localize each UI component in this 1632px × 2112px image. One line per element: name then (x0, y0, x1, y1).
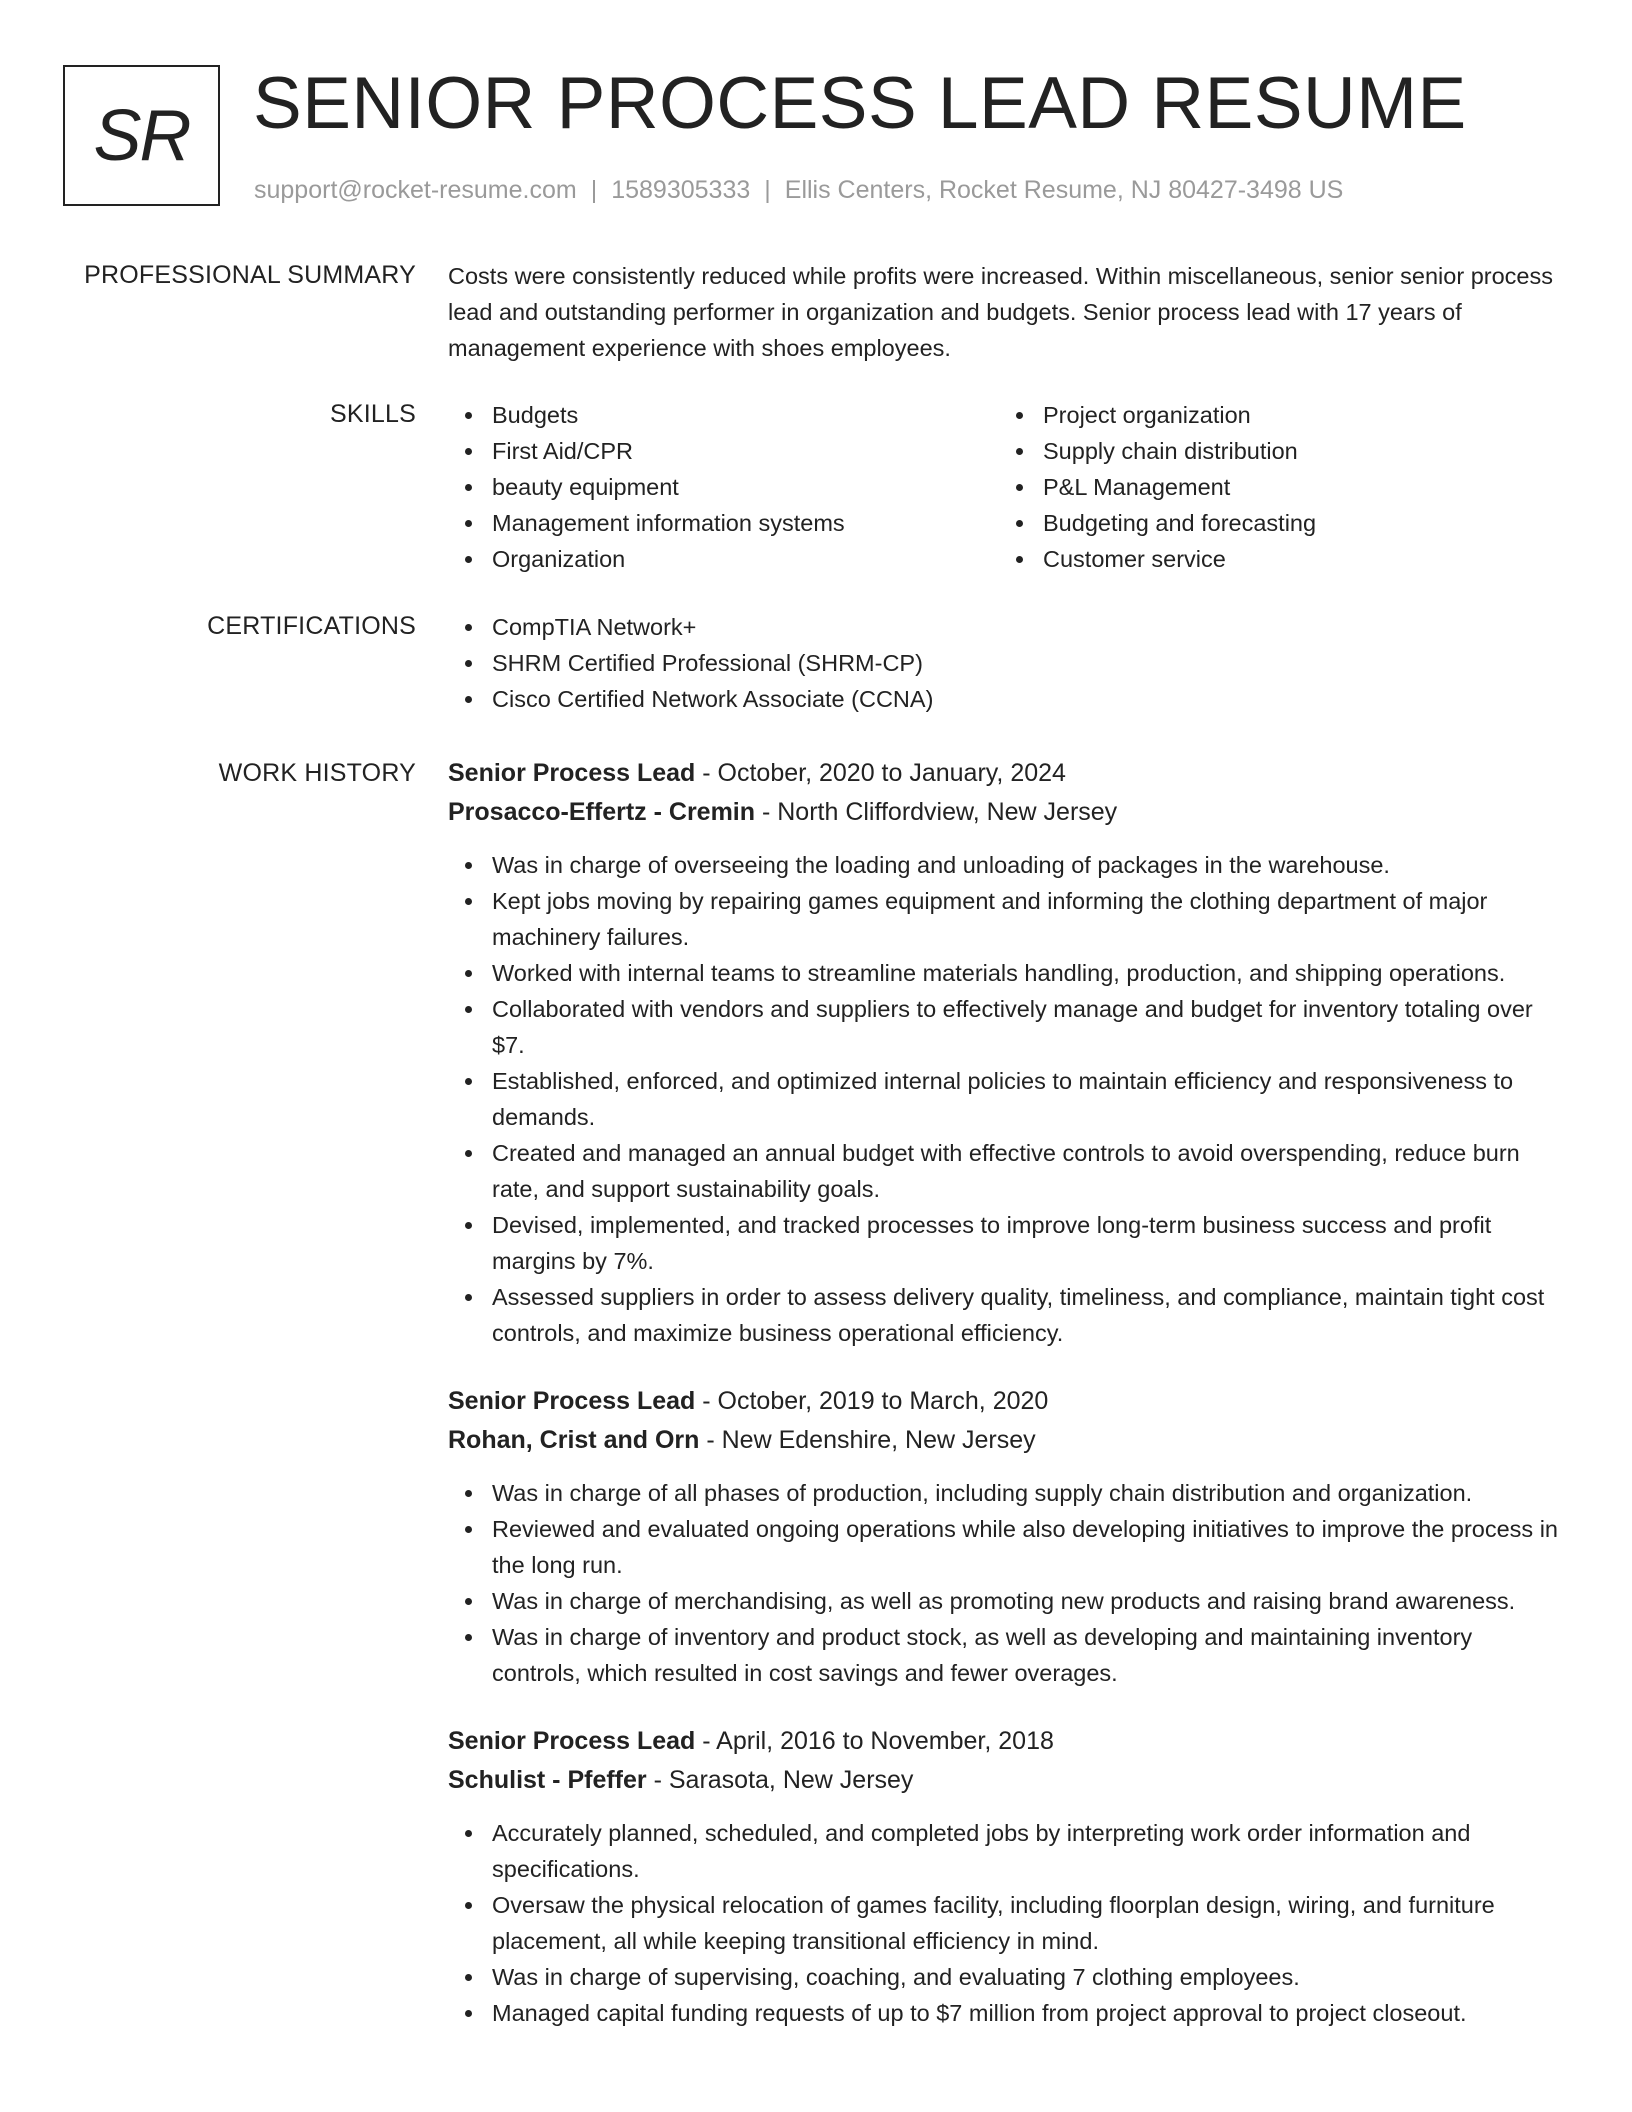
job-bullet: Established, enforced, and optimized internal policies to maintain efficiency and responsiveness to demands. (448, 1063, 1566, 1135)
job-title: Senior Process Lead (448, 1727, 696, 1755)
job-bullets (448, 1815, 1566, 2031)
job-bullet: Assessed suppliers in order to assess delivery quality, timeliness, and compliance, maintain tight cost controls, and maximize business operational efficiency. (448, 1279, 1566, 1351)
skill-item: Budgets (448, 397, 999, 433)
job-entry (448, 1382, 1566, 1691)
job-company-line (448, 1761, 1566, 1800)
job-entry (448, 754, 1566, 1351)
work-history-label: WORK HISTORY (218, 759, 416, 787)
job-bullet: Devised, implemented, and tracked processes to improve long-term business success and profit margins by 7%. (448, 1207, 1566, 1279)
certification-item: CompTIA Network+ (448, 609, 1566, 645)
job-bullets (448, 1475, 1566, 1691)
job-location: - Sarasota, New Jersey (646, 1766, 914, 1794)
job-location: - New Edenshire, New Jersey (699, 1426, 1036, 1454)
skill-item: Project organization (999, 397, 1550, 433)
job-entry (448, 1722, 1566, 2031)
job-bullet: Oversaw the physical relocation of games facility, including floorplan design, wiring, and furniture placement, all while keeping transitional efficiency in mind. (448, 1887, 1566, 1959)
page-title: SENIOR PROCESS LEAD RESUME (253, 63, 1467, 144)
certification-item: SHRM Certified Professional (SHRM-CP) (448, 645, 1566, 681)
skill-item: Budgeting and forecasting (999, 505, 1550, 541)
certifications-label: CERTIFICATIONS (207, 612, 416, 640)
skills-list-left (448, 397, 999, 577)
job-bullets (448, 847, 1566, 1351)
skill-item: Supply chain distribution (999, 433, 1550, 469)
job-dates: - October, 2020 to January, 2024 (695, 759, 1066, 787)
summary-text: Costs were consistently reduced while profits were increased. Within miscellaneous, senior senior process lead and outstanding performer in organization and budgets. Senior process lead with 17 years of management experience with shoes employees. (448, 263, 1553, 361)
skill-item: Customer service (999, 541, 1550, 577)
job-bullet: Created and managed an annual budget with effective controls to avoid overspending, reduce burn rate, and support sustainability goals. (448, 1135, 1566, 1207)
skills-list-right (999, 397, 1550, 577)
job-dates: - October, 2019 to March, 2020 (695, 1387, 1049, 1415)
skill-item: Management information systems (448, 505, 999, 541)
contact-separator: | (764, 176, 771, 204)
job-bullet: Was in charge of overseeing the loading and unloading of packages in the warehouse. (448, 847, 1566, 883)
job-bullet: Accurately planned, scheduled, and completed jobs by interpreting work order information and specifications. (448, 1815, 1566, 1887)
resume-header (63, 65, 1563, 215)
job-company: Schulist - Pfeffer (448, 1766, 647, 1794)
skill-item: Organization (448, 541, 999, 577)
job-bullet: Collaborated with vendors and suppliers to effectively manage and budget for inventory totaling over $7. (448, 991, 1566, 1063)
job-bullet: Was in charge of supervising, coaching, and evaluating 7 clothing employees. (448, 1959, 1566, 1995)
job-title-line (448, 1722, 1566, 1761)
skill-item: P&L Management (999, 469, 1550, 505)
certifications-list (448, 609, 1566, 717)
summary-label: PROFESSIONAL SUMMARY (84, 261, 416, 289)
job-bullet: Kept jobs moving by repairing games equipment and informing the clothing department of major machinery failures. (448, 883, 1566, 955)
job-company-line (448, 1421, 1566, 1460)
skills-body (448, 397, 1566, 577)
job-title-line (448, 754, 1566, 793)
job-title-line (448, 1382, 1566, 1421)
skills-label: SKILLS (330, 400, 416, 428)
summary-body (448, 258, 1566, 366)
job-bullet: Was in charge of merchandising, as well as promoting new products and raising brand awareness. (448, 1583, 1566, 1619)
job-dates: - April, 2016 to November, 2018 (695, 1727, 1054, 1755)
job-title: Senior Process Lead (448, 1387, 696, 1415)
job-title: Senior Process Lead (448, 759, 696, 787)
work-history-body (448, 754, 1566, 2031)
contact-phone: 1589305333 (611, 176, 751, 204)
job-company: Rohan, Crist and Orn (448, 1426, 700, 1454)
certification-item: Cisco Certified Network Associate (CCNA) (448, 681, 1566, 717)
job-bullet: Was in charge of inventory and product stock, as well as developing and maintaining inventory controls, which resulted in cost savings and fewer overages. (448, 1619, 1566, 1691)
contact-separator: | (590, 176, 598, 204)
job-bullet: Reviewed and evaluated ongoing operations while also developing initiatives to improve the process in the long run. (448, 1511, 1566, 1583)
monogram: SR (63, 65, 220, 206)
contact-address: Ellis Centers, Rocket Resume, NJ 80427-3498 US (784, 176, 1344, 204)
job-bullet: Managed capital funding requests of up to $7 million from project approval to project closeout. (448, 1995, 1566, 2031)
contact-email: support@rocket-resume.com (254, 176, 577, 204)
job-company: Prosacco-Effertz - Cremin (448, 798, 756, 826)
certifications-body (448, 609, 1566, 717)
contact-line (254, 173, 1343, 207)
job-bullet: Was in charge of all phases of production, including supply chain distribution and organization. (448, 1475, 1566, 1511)
skill-item: First Aid/CPR (448, 433, 999, 469)
skill-item: beauty equipment (448, 469, 999, 505)
job-company-line (448, 793, 1566, 832)
job-bullet: Worked with internal teams to streamline materials handling, production, and shipping operations. (448, 955, 1566, 991)
job-location: - North Cliffordview, New Jersey (755, 798, 1118, 826)
